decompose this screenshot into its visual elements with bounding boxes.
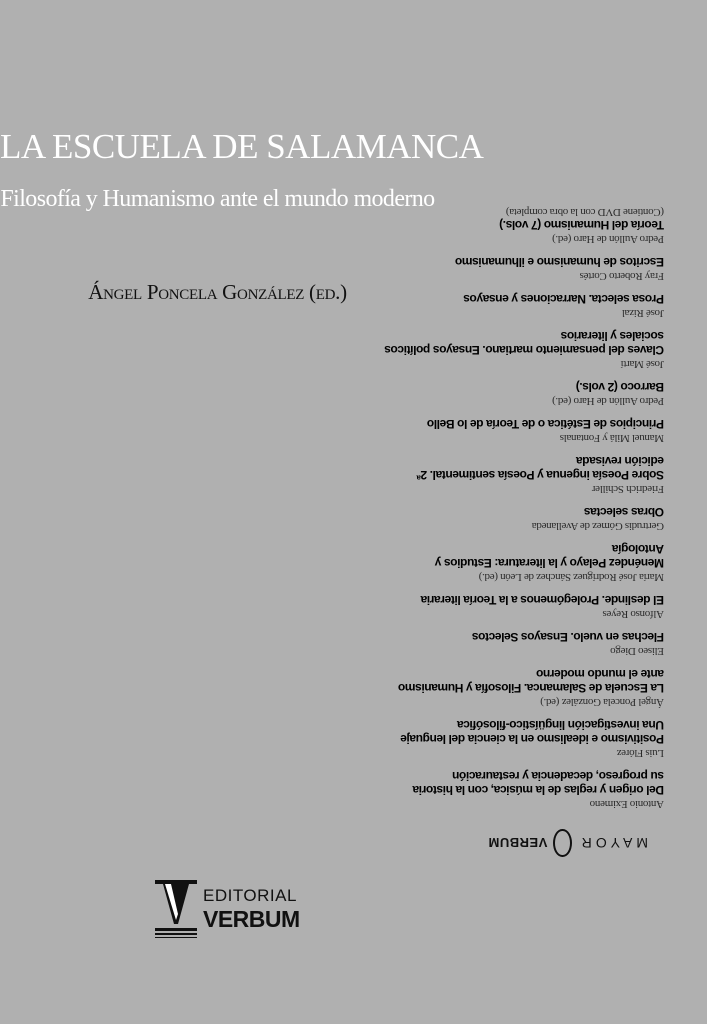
backlist-author: Alfonso Reyes	[602, 608, 664, 620]
backlist-title: Barroco (2 vols.)	[576, 380, 664, 394]
backlist-items	[384, 205, 664, 810]
backlist-item	[446, 630, 664, 657]
backlist-item	[446, 292, 664, 319]
backlist-item	[420, 593, 664, 620]
publisher-logo	[155, 880, 300, 940]
backlist-author: José Rizal	[622, 307, 664, 319]
backlist-title: Una investigación lingüístico-filosófica	[457, 718, 664, 732]
backlist-item	[435, 542, 664, 583]
backlist-author: María José Rodríguez Sánchez de León (ed.)	[478, 571, 664, 583]
backlist-title: Claves del pensamiento martiano. Ensayos políticos	[384, 343, 664, 357]
backlist-author: Antonio Eximeno	[589, 798, 664, 810]
publisher-verbum: VERBUM	[203, 906, 300, 932]
backlist-title: Positivismo e idealismo en la ciencia del lenguaje	[400, 732, 664, 746]
backlist-title: Menéndez Pelayo y la literatura: Estudios y	[435, 556, 664, 570]
backlist-title: Antología	[612, 542, 664, 556]
backlist-title: Obras selectas	[584, 505, 664, 519]
verbum-v-logo-icon	[155, 880, 197, 938]
backlist-item	[400, 718, 664, 759]
backlist-author: Manuel Milá y Fontanals	[559, 432, 664, 444]
backlist-author: Pedro Aullón de Haro (ed.)	[552, 395, 664, 407]
backlist-item	[384, 329, 664, 370]
backlist-note: (Contiene DVD con la obra completa)	[506, 206, 664, 218]
backlist-item	[446, 505, 664, 532]
backlist-title: La Escuela de Salamanca. Filosofía y Humanismo	[398, 681, 664, 695]
backlist-title: Escritos de humanismo e ilhumanismo	[455, 255, 664, 269]
book-editor: Ángel Poncela González (ed.)	[88, 280, 347, 304]
backlist-title: Flechas en vuelo. Ensayos Selectos	[472, 630, 664, 644]
publisher-editorial: EDITORIAL	[203, 886, 297, 905]
collection-circle-icon	[553, 829, 571, 857]
backlist-author: Friedrich Schiller	[592, 483, 664, 495]
backlist-item	[446, 380, 664, 407]
backlist-title: Teoría del Humanismo (7 vols.)	[499, 218, 664, 232]
backlist-title: Prosa selecta. Narraciones y ensayos	[463, 292, 664, 306]
book-subtitle: Filosofía y Humanismo ante el mundo moderno	[0, 186, 435, 212]
backlist-author: Pedro Aullón de Haro (ed.)	[552, 233, 664, 245]
backlist-item	[427, 417, 664, 444]
backlist-item	[398, 667, 664, 708]
collection-name: VERBUM	[488, 835, 548, 851]
backlist-title: ante el mundo moderno	[536, 667, 664, 681]
backlist-author: Eliseo Diego	[610, 645, 664, 657]
backlist-author: Luis Flórez	[616, 747, 664, 759]
backlist-item	[446, 205, 664, 245]
backlist-author: Gertrudis Gómez de Avellaneda	[532, 520, 664, 532]
backlist-author: José Martí	[620, 358, 664, 370]
backlist-title: sociales y literarios	[561, 329, 664, 343]
backlist-author: Ángel Poncela González (ed.)	[540, 696, 664, 708]
backlist-item	[412, 769, 664, 810]
collection-series: MAYOR	[577, 835, 648, 851]
collection-mark	[488, 828, 648, 858]
backlist-title: El deslinde. Prolegómenos a la Teoría literaria	[420, 593, 664, 607]
backlist-title: su progreso, decadencia y restauración	[452, 769, 664, 783]
backlist-title: edición revisada	[576, 454, 664, 468]
backlist-item	[446, 255, 664, 282]
series-backlist	[384, 115, 664, 810]
backlist-title: Del origen y reglas de la música, con la historia	[412, 783, 664, 797]
backlist-author: Fray Roberto Cortés	[579, 270, 664, 282]
backlist-item	[416, 454, 664, 495]
backlist-title: Principios de Estética o de Teoría de lo Bello	[427, 417, 664, 431]
book-title: LA ESCUELA DE SALAMANCA	[0, 127, 484, 166]
backlist-title: Sobre Poesía ingenua y Poesía sentimental. 2ª	[416, 468, 664, 482]
